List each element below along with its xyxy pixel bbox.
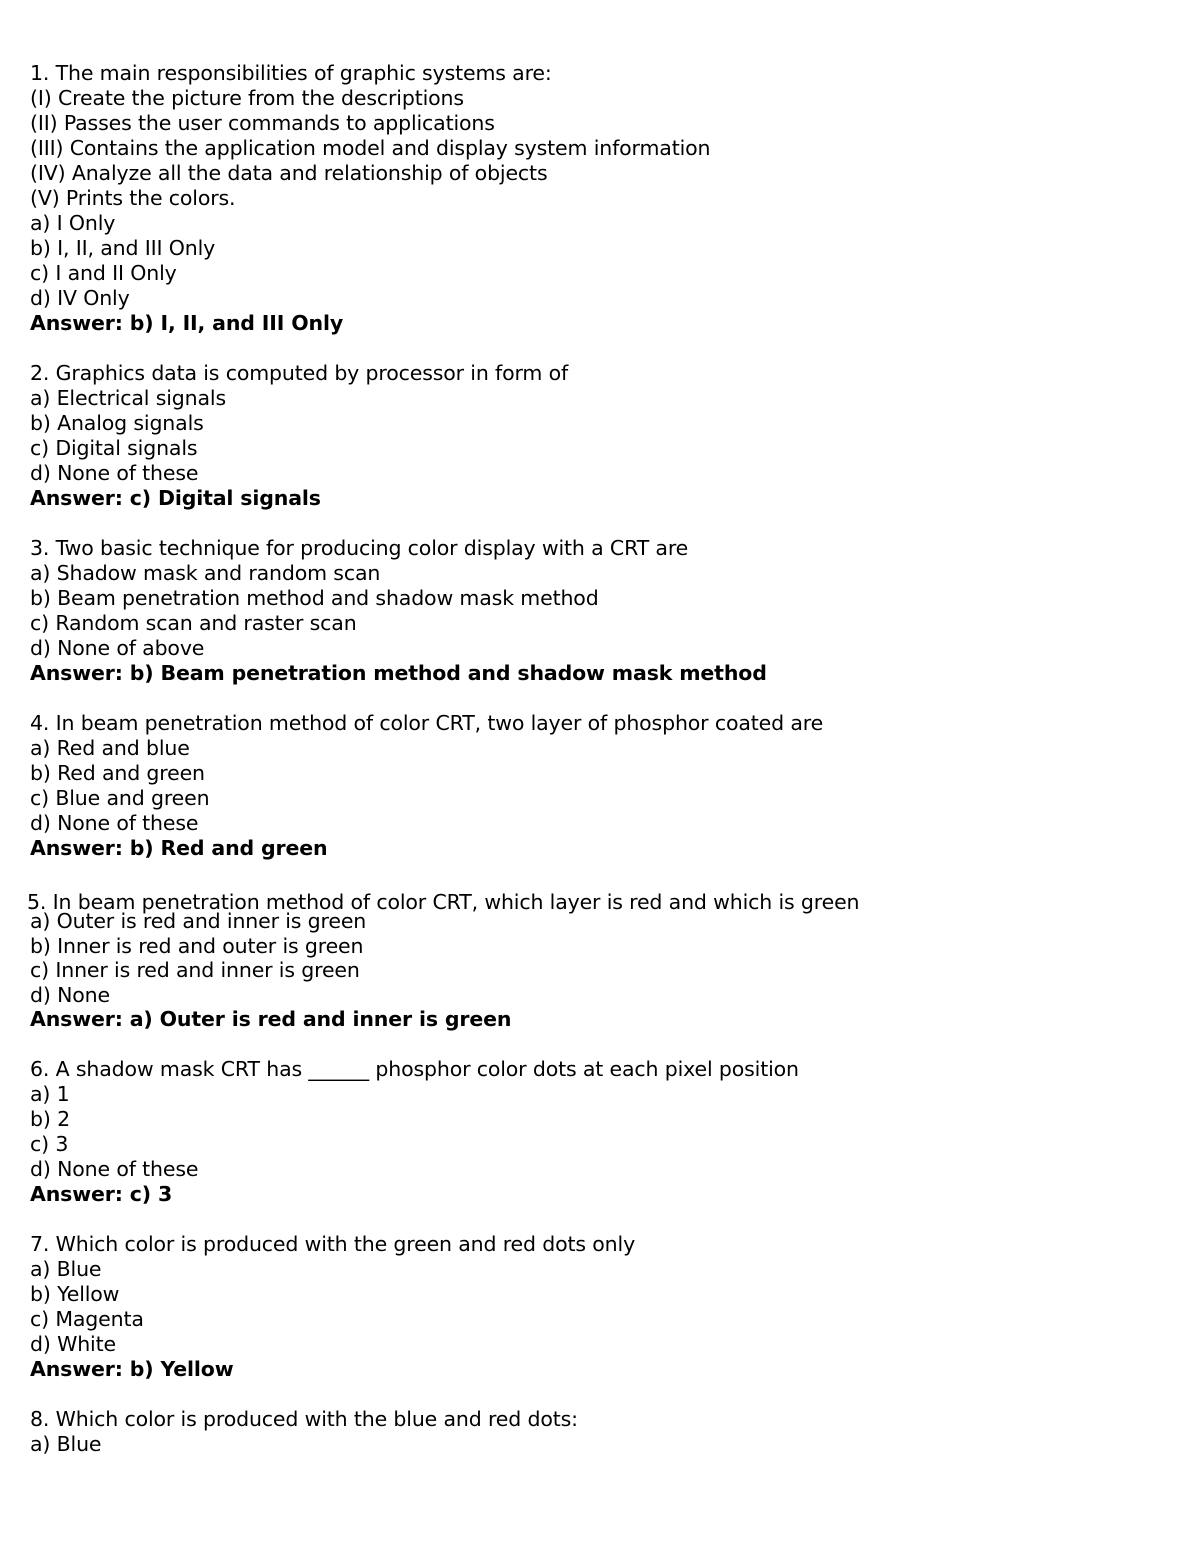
option-b: b) I, II, and III Only	[30, 236, 216, 260]
option-b: b) Inner is red and outer is green	[30, 933, 364, 958]
option-d: d) None of above	[30, 636, 205, 660]
question-2	[30, 361, 1170, 511]
option-d: d) White	[30, 1332, 116, 1356]
option-d: d) None of these	[30, 461, 199, 485]
answer: Answer: c) Digital signals	[30, 486, 321, 510]
question-stem: 7. Which color is produced with the green and red dots only	[30, 1232, 636, 1256]
option-c: c) Random scan and raster scan	[30, 611, 357, 635]
option-a: a) 1	[30, 1082, 70, 1106]
option-d: d) IV Only	[30, 286, 130, 310]
question-stem: 3. Two basic technique for producing color display with a CRT are	[30, 536, 689, 560]
option-a: a) I Only	[30, 211, 116, 235]
answer: Answer: b) I, II, and III Only	[30, 311, 344, 335]
option-c: c) Blue and green	[30, 786, 210, 810]
answer: Answer: a) Outer is red and inner is green	[30, 1007, 512, 1031]
question-5	[27, 886, 1170, 1032]
option-d: d) None	[30, 982, 110, 1007]
option-a: a) Electrical signals	[30, 386, 226, 410]
question-stem: 2. Graphics data is computed by processor in form of	[30, 361, 569, 385]
option-b: b) Yellow	[30, 1282, 120, 1306]
question-7	[30, 1232, 1170, 1382]
option-b: b) Beam penetration method and shadow mask method	[30, 586, 599, 610]
question-8	[30, 1407, 1170, 1457]
question-stem: 5. In beam penetration method of color CRT, which layer is red and which is green	[27, 890, 860, 914]
question-stem: 8. Which color is produced with the blue and red dots:	[30, 1407, 578, 1431]
question-1	[30, 61, 1170, 336]
statement: (III) Contains the application model and display system information	[30, 136, 711, 160]
question-4	[30, 711, 1170, 861]
option-a: a) Outer is red and inner is green	[30, 909, 367, 933]
answer: Answer: b) Yellow	[30, 1357, 234, 1381]
option-c: c) Inner is red and inner is green	[30, 958, 360, 982]
statement: (V) Prints the colors.	[30, 186, 236, 210]
option-b: b) 2	[30, 1107, 70, 1131]
answer: Answer: c) 3	[30, 1182, 173, 1206]
option-c: c) Digital signals	[30, 436, 198, 460]
question-stem: 4. In beam penetration method of color CRT, two layer of phosphor coated are	[30, 711, 824, 735]
option-a: a) Blue	[30, 1257, 102, 1281]
option-a: a) Blue	[30, 1432, 102, 1456]
mcq-document	[27, 61, 1170, 1482]
answer: Answer: b) Beam penetration method and shadow mask method	[30, 661, 767, 685]
statement: (IV) Analyze all the data and relationship of objects	[30, 161, 548, 185]
option-c: c) I and II Only	[30, 261, 177, 285]
option-a: a) Red and blue	[30, 736, 190, 760]
option-b: b) Analog signals	[30, 411, 204, 435]
statement: (II) Passes the user commands to applications	[30, 111, 495, 135]
option-d: d) None of these	[30, 811, 199, 835]
option-b: b) Red and green	[30, 761, 205, 785]
answer: Answer: b) Red and green	[30, 836, 328, 860]
statement: (I) Create the picture from the descriptions	[30, 86, 464, 110]
option-c: c) 3	[30, 1132, 69, 1156]
question-6	[30, 1057, 1170, 1207]
question-3	[30, 536, 1170, 686]
question-stem: 1. The main responsibilities of graphic systems are:	[30, 61, 552, 85]
question-stem: 6. A shadow mask CRT has ______ phosphor color dots at each pixel position	[30, 1057, 799, 1081]
option-d: d) None of these	[30, 1157, 199, 1181]
option-a: a) Shadow mask and random scan	[30, 561, 381, 585]
option-c: c) Magenta	[30, 1307, 144, 1331]
